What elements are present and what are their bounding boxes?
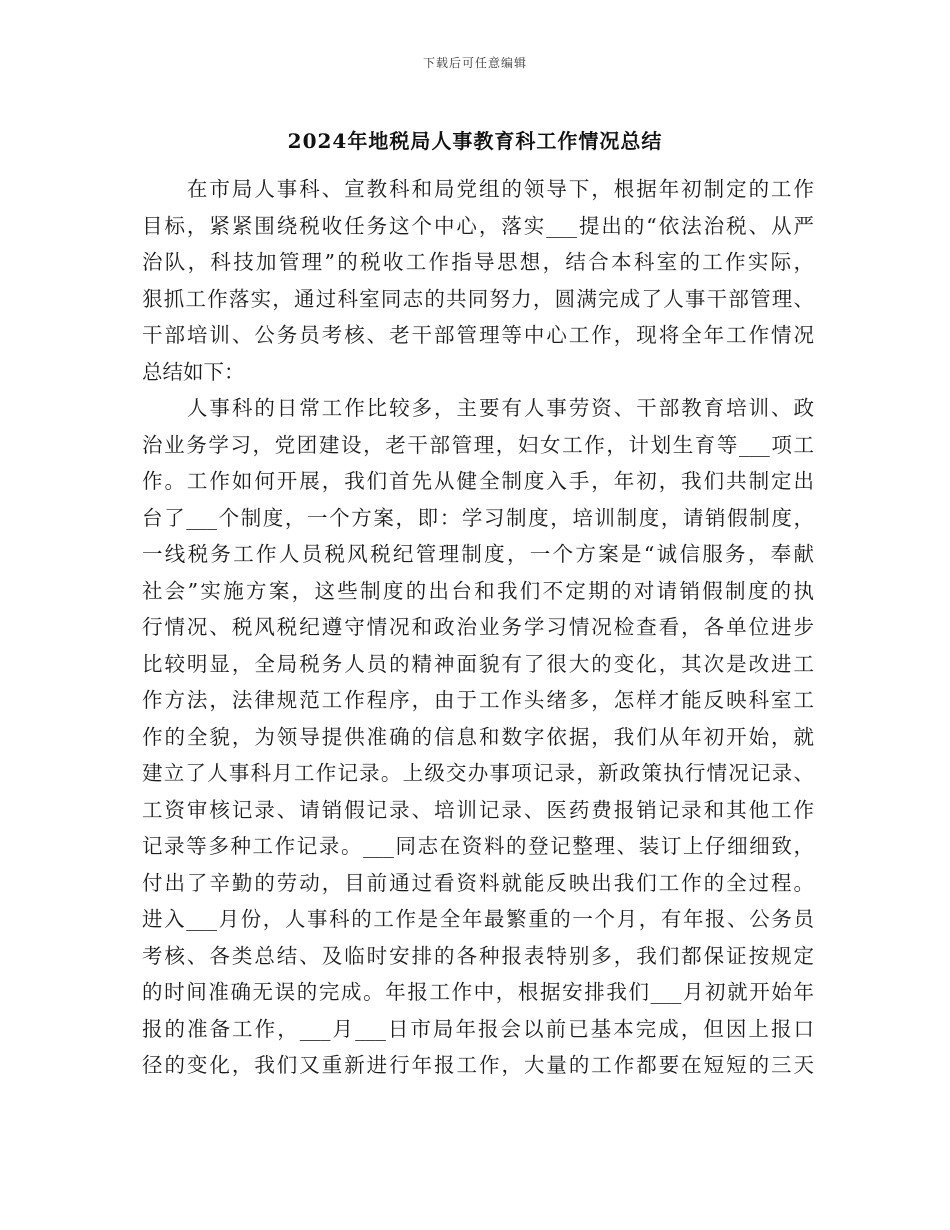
header-note: 下载后可任意编辑 — [422, 56, 527, 70]
body-line: 作方法，法律规范工作程序，由于工作头绪多，怎样才能反映科室工 — [142, 688, 814, 712]
body-line: 比较明显，全局税务人员的精神面貌有了很大的变化，其次是改进工 — [142, 651, 814, 676]
body-line: 狠抓工作落实，通过科室同志的共同努力，圆满完成了人事干部管理、 — [142, 286, 814, 311]
body-line: 总结如下： — [142, 359, 245, 384]
body-line: 的时间准确无误的完成。年报工作中，根据安排我们___月初就开始年 — [142, 980, 814, 1004]
body-line: 目标，紧紧围绕税收任务这个中心，落实___提出的“依法治税、从严 — [142, 213, 814, 238]
body-line: 工资审核记录、请销假记录、培训记录、医药费报销记录和其他工作 — [142, 797, 814, 822]
body-line: 治队，科技加管理”的税收工作指导思想，结合本科室的工作实际， — [142, 250, 814, 274]
body-line: 报的准备工作，___月___日市局年报会以前已基本完成，但因上报口 — [142, 1016, 814, 1041]
body-line: 作。工作如何开展，我们首先从健全制度入手，年初，我们共制定出 — [142, 469, 814, 493]
body-line: 治业务学习，党团建设，老干部管理，妇女工作，计划生育等___项工 — [142, 432, 814, 457]
body-line: 干部培训、公务员考核、老干部管理等中心工作，现将全年工作情况 — [142, 323, 814, 347]
body-line: 付出了辛勤的劳动，目前通过看资料就能反映出我们工作的全过程。 — [142, 870, 814, 895]
body-line: 进入___月份，人事科的工作是全年最繁重的一个月，有年报、公务员 — [142, 907, 814, 931]
body-line: 考核、各类总结、及临时安排的各种报表特别多，我们都保证按规定 — [142, 943, 814, 968]
document-title: 2024年地税局人事教育科工作情况总结 — [287, 129, 663, 153]
body-line: 一线税务工作人员税风税纪管理制度，一个方案是“诚信服务，奉献 — [142, 542, 814, 566]
body-line: 在市局人事科、宣教科和局党组的领导下，根据年初制定的工作 — [142, 177, 814, 201]
body-line: 作的全貌，为领导提供准确的信息和数字依据，我们从年初开始，就 — [142, 724, 814, 749]
body-line: 建立了人事科月工作记录。上级交办事项记录，新政策执行情况记录、 — [142, 761, 814, 785]
body-line: 社会”实施方案，这些制度的出台和我们不定期的对请销假制度的执 — [142, 578, 814, 603]
body-line: 台了___个制度，一个方案，即：学习制度，培训制度，请销假制度， — [142, 505, 814, 530]
body-line: 记录等多种工作记录。___同志在资料的登记整理、装订上仔细细致， — [142, 834, 814, 858]
body-line: 行情况、税风税纪遵守情况和政治业务学习情况检查看，各单位进步 — [142, 615, 814, 639]
document-body — [142, 171, 814, 1084]
body-line: 径的变化，我们又重新进行年报工作，大量的工作都要在短短的三天 — [142, 1053, 814, 1077]
body-line: 人事科的日常工作比较多，主要有人事劳资、干部教育培训、政 — [142, 396, 814, 420]
